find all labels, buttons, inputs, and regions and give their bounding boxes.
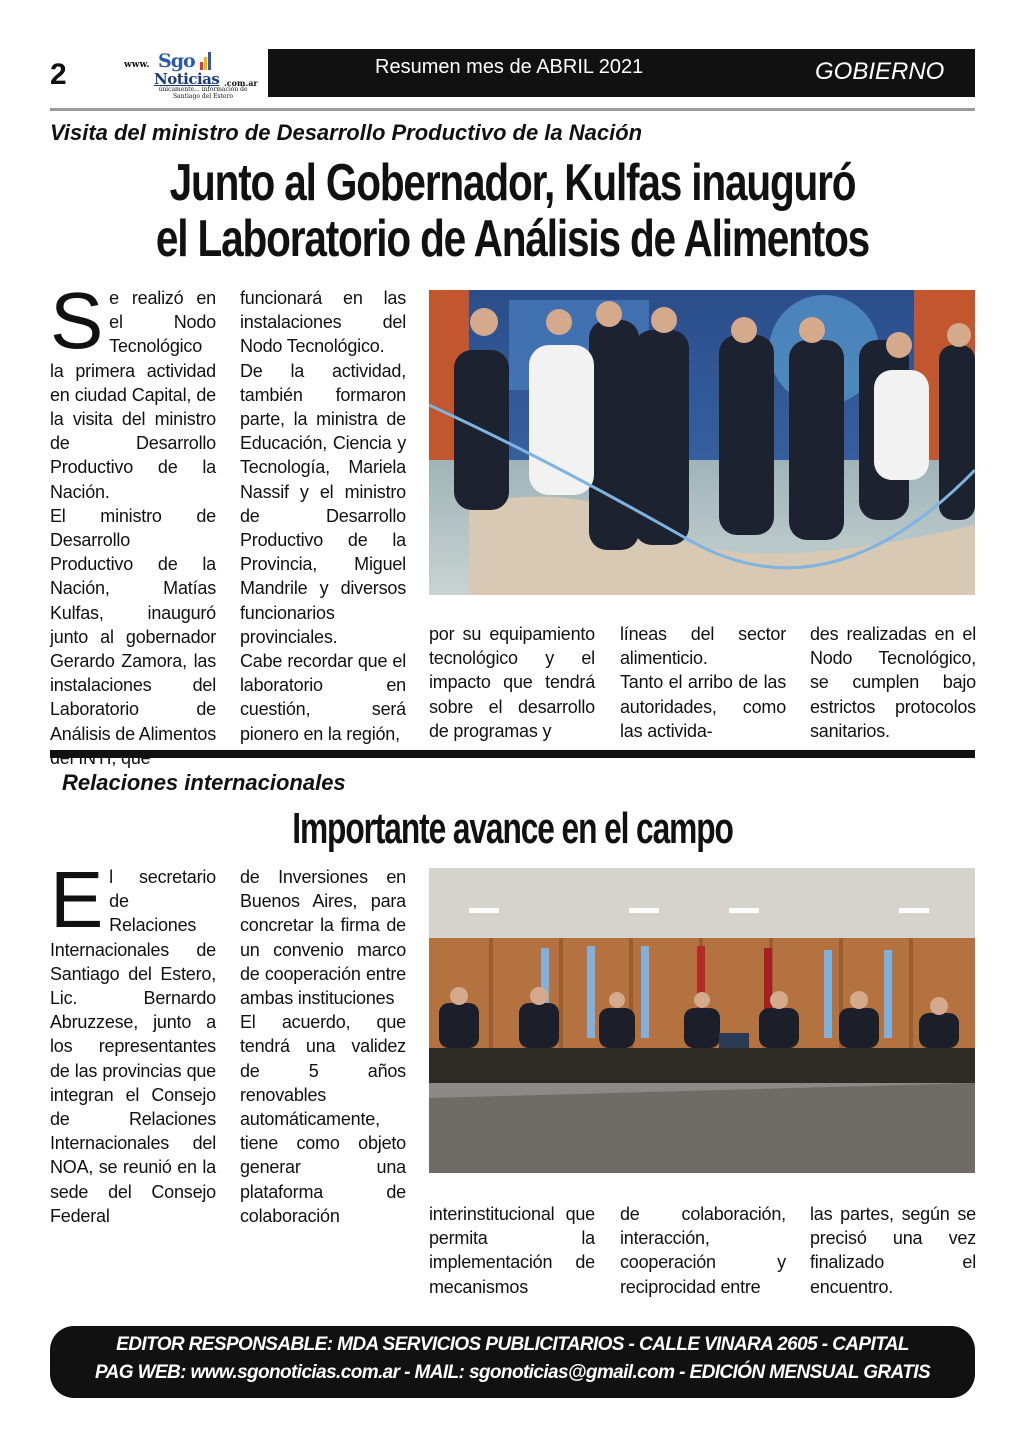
edition-period: Resumen mes de ABRIL 2021 (375, 56, 644, 78)
article1-column-2: funcionará en las instalaciones del Nodo Tecnológico. De la actividad, también formaron parte, la ministra de Educación, Ciencia y Tecnología, Mariela Nassif y el ministro de Desarrollo Productivo de la Provincia, Miguel Mandrile y diversos funcionarios provinciales. Cabe recordar que el laboratorio en cuestión, será pionero en la región, (240, 288, 406, 744)
section-name: GOBIERNO (815, 58, 945, 85)
article1-column-1: Se realizó en el Nodo Tecnológico la primera actividad en ciudad Capital, de la visita del ministro de Desarrollo Productivo de la Nación. El ministro de Desarrollo Productivo de la Nación, Matías Kulfas, inauguró junto al gobernador Gerardo Zamora, las instalaciones del Laboratorio de Análisis de Alimentos (50, 276, 216, 744)
inauguration-photo (429, 290, 975, 595)
footer-editor-line: EDITOR RESPONSABLE: MDA SERVICIOS PUBLICITARIOS - CALLE VINARA 2605 - CAPITAL (116, 1334, 909, 1355)
footer-contact-line: PAG WEB: www.sgonoticias.com.ar - MAIL: sgonoticias@gmail.com - EDICIÓN MENSUAL GRATIS (94, 1362, 931, 1383)
article2-column-2: de Inversiones en Buenos Aires, para concretar la firma de un convenio marco de cooperación entre ambas instituciones El acuerdo, que tendrá una validez de 5 años renovables automáticamente, tiene como objeto generar una plataforma de colaboración (240, 867, 406, 1226)
signal-bars-icon (200, 52, 212, 70)
article2-column-3: interinstitucional que permita la implementación de mecanismos (429, 1204, 595, 1297)
article1-dropcap: S (50, 276, 104, 365)
article2-column-4: de colaboración, interacción, cooperación y reciprocidad entre (620, 1204, 786, 1297)
page-number: 2 (50, 58, 67, 91)
article2-column-1: El secretario de Relaciones Internacionales de Santiago del Estero, Lic. Bernardo Abruzzese, junto a los representantes de las provincias que integran el Consejo de Relaciones Internacionales del NOA, se reunió en la sede del Consejo Federal (50, 855, 216, 1226)
article1-column-5: des realizadas en el Nodo Tecnológico, se cumplen bajo estrictos protocolos sanitarios. (810, 624, 976, 741)
sgonoticias-logo: www. Sgo Noticias .com.ar únicamente... información de Santiago del Estero (124, 50, 258, 100)
article1-headline: Junto al Gobernador, Kulfas inauguró el Laboratorio de Análisis de Alimentos (155, 154, 870, 268)
article-divider (50, 750, 975, 758)
article2-column-5: las partes, según se precisó una vez finalizado el encuentro. (810, 1204, 976, 1297)
meeting-photo (429, 868, 975, 1173)
article1-kicker: Visita del ministro de Desarrollo Productivo de la Nación (50, 120, 643, 145)
article2-dropcap: E (50, 855, 104, 944)
footer-banner (50, 1326, 975, 1398)
header-rule (50, 108, 975, 111)
article1-column-3: por su equipamiento tecnológico y el impacto que tendrá sobre el desarrollo de programas y (429, 624, 595, 741)
article2-kicker: Relaciones internacionales (62, 770, 346, 795)
article2-headline: Importante avance en el campo (292, 804, 733, 853)
article1-column-4: líneas del sector alimenticio. Tanto el arribo de las autoridades, como las activida- (620, 624, 786, 741)
